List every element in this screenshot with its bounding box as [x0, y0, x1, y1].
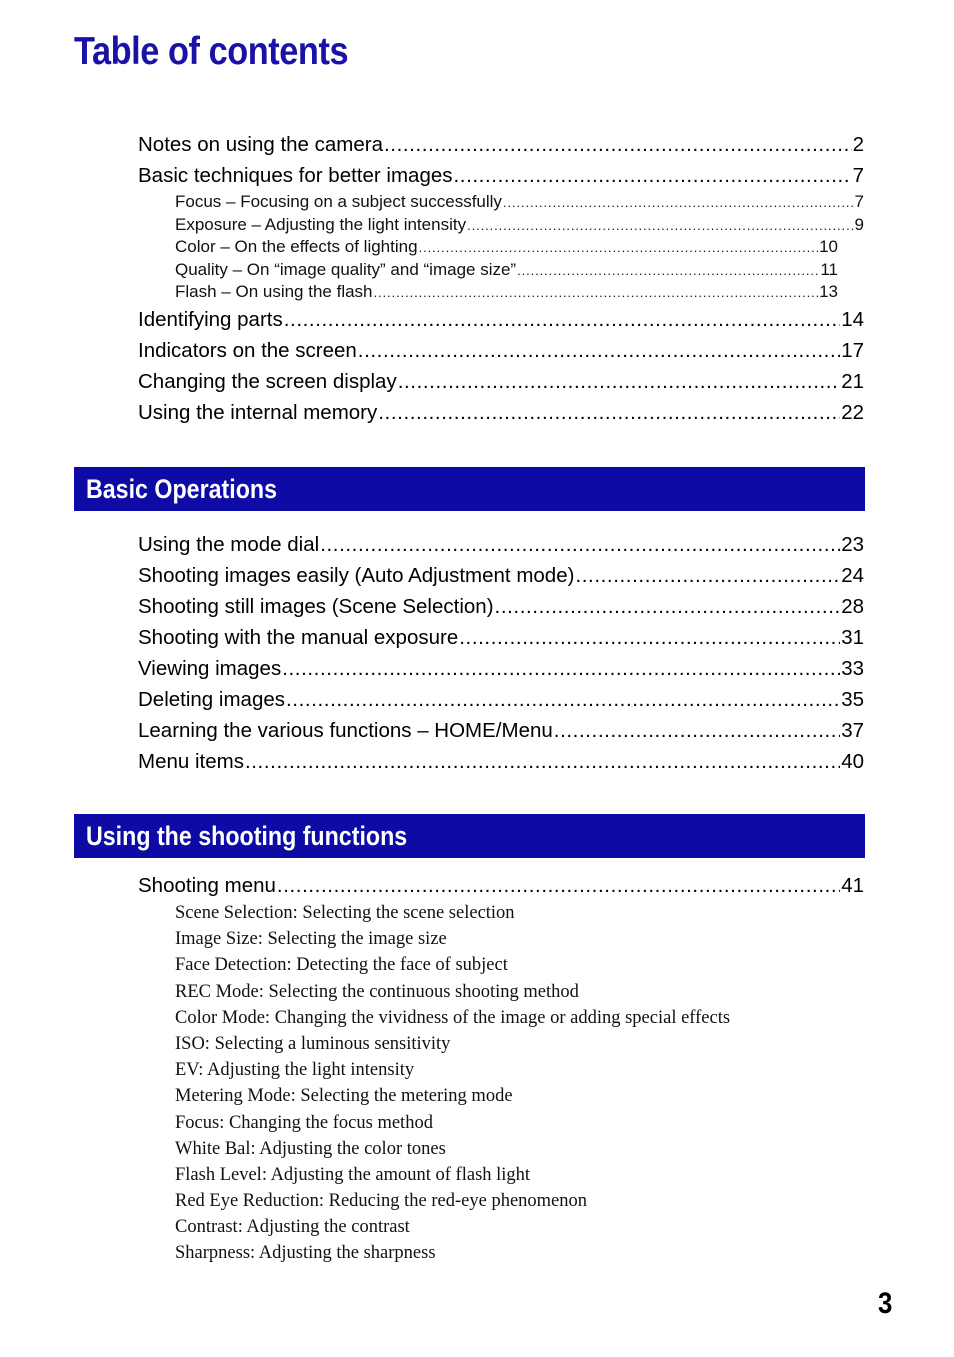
toc-entry[interactable]	[138, 529, 864, 560]
section-heading-bar	[74, 814, 865, 858]
toc-entry[interactable]	[138, 684, 864, 715]
toc-entry-page: 40	[841, 750, 864, 773]
leader-dots	[454, 160, 852, 191]
toc-subentry-page: 10	[819, 237, 838, 257]
toc-entry-page: 33	[841, 657, 864, 680]
toc-entry-title: Shooting still images (Scene Selection)	[138, 595, 494, 618]
toc-entry-page: 17	[841, 338, 864, 362]
list-item[interactable]: REC Mode: Selecting the continuous shooting method	[175, 981, 579, 1002]
toc-entry[interactable]	[138, 335, 864, 366]
toc-entry-title: Basic techniques for better images	[138, 164, 453, 187]
toc-entry[interactable]	[138, 304, 864, 335]
leader-dots	[320, 529, 840, 560]
leader-dots	[358, 335, 840, 366]
list-item[interactable]: EV: Adjusting the light intensity	[175, 1060, 415, 1081]
toc-entry[interactable]	[138, 715, 864, 746]
toc-entry-title: Shooting with the manual exposure	[138, 626, 459, 649]
leader-dots	[378, 397, 840, 428]
toc-entry[interactable]	[138, 746, 864, 777]
toc-entry-title: Shooting images easily (Auto Adjustment mode)	[138, 564, 575, 587]
list-item[interactable]: Focus: Changing the focus method	[175, 1112, 433, 1133]
toc-entry[interactable]	[138, 397, 864, 428]
leader-dots	[284, 304, 840, 335]
leader-dots	[554, 715, 840, 746]
toc-entry-title: Shooting menu	[138, 874, 276, 897]
list-item[interactable]: Flash Level: Adjusting the amount of flash light	[175, 1164, 531, 1185]
toc-subentry-title: Focus – Focusing on a subject successfully	[175, 192, 502, 211]
section-heading: Using the shooting functions	[86, 821, 408, 851]
leader-dots	[459, 622, 840, 653]
toc-entry-page: 21	[841, 369, 864, 393]
list-item[interactable]: Contrast: Adjusting the contrast	[175, 1217, 410, 1238]
toc-entry[interactable]	[138, 129, 864, 160]
section-heading-bar	[74, 467, 865, 511]
toc-intro	[138, 129, 864, 428]
toc-entry[interactable]	[138, 591, 864, 622]
toc-entry[interactable]	[138, 560, 864, 591]
leader-dots	[374, 281, 819, 304]
toc-shooting-functions	[138, 870, 864, 901]
toc-entry-page: 22	[841, 400, 864, 424]
toc-entry-page: 14	[841, 307, 864, 331]
leader-dots	[286, 684, 840, 715]
toc-subentry[interactable]	[175, 259, 838, 282]
toc-subentry-title: Exposure – Adjusting the light intensity	[175, 214, 467, 234]
toc-entry-title: Deleting images	[138, 688, 285, 711]
toc-subentry-page: 7	[854, 192, 864, 211]
toc-entry-page: 28	[841, 595, 864, 618]
toc-entry-title: Learning the various functions – HOME/Menu	[138, 719, 553, 742]
toc-basic-operations	[138, 529, 864, 777]
list-item[interactable]: Scene Selection: Selecting the scene selection	[175, 903, 515, 923]
toc-subentry-title: Quality – On “image quality” and “image size”	[175, 259, 517, 279]
toc-entry-title: Notes on using the camera	[138, 133, 383, 156]
leader-dots	[384, 129, 852, 160]
toc-entry-title: Identifying parts	[138, 307, 283, 331]
leader-dots	[419, 236, 819, 259]
toc-entry-page: 35	[841, 688, 864, 711]
toc-entry-title: Indicators on the screen	[138, 338, 357, 362]
page-title: Table of contents	[74, 30, 349, 73]
toc-entry[interactable]	[138, 160, 864, 191]
list-item[interactable]: Red Eye Reduction: Reducing the red-eye phenomenon	[175, 1191, 588, 1212]
toc-subentry-page: 9	[854, 214, 864, 234]
toc-subentry[interactable]	[175, 236, 838, 259]
toc-entry-title: Changing the screen display	[138, 369, 397, 393]
toc-subentry[interactable]	[175, 281, 838, 304]
list-item[interactable]: Image Size: Selecting the image size	[175, 929, 447, 950]
leader-dots	[282, 653, 840, 684]
page-number: 3	[878, 1287, 893, 1320]
leader-dots	[495, 591, 841, 622]
section-heading: Basic Operations	[86, 474, 277, 504]
list-item[interactable]: Color Mode: Changing the vividness of the image or adding special effects	[175, 1007, 731, 1028]
list-item[interactable]: Face Detection: Detecting the face of subject	[175, 955, 508, 976]
toc-entry[interactable]	[138, 366, 864, 397]
toc-entry-page: 41	[841, 874, 864, 897]
toc-entry-page: 7	[852, 164, 864, 187]
toc-subentry-page: 11	[820, 259, 838, 279]
toc-subentry-page: 13	[819, 282, 838, 302]
toc-entry-title: Using the mode dial	[138, 533, 320, 556]
leader-dots	[575, 560, 840, 591]
shooting-menu-items	[175, 900, 730, 1267]
toc-entry[interactable]	[138, 622, 864, 653]
leader-dots	[277, 870, 840, 901]
toc-entry-page: 31	[841, 626, 864, 649]
list-item[interactable]: ISO: Selecting a luminous sensitivity	[175, 1033, 451, 1054]
toc-subentry[interactable]	[175, 214, 864, 237]
toc-subentry-title: Flash – On using the flash	[175, 282, 373, 302]
list-item[interactable]: Metering Mode: Selecting the metering mode	[175, 1086, 513, 1107]
leader-dots	[503, 191, 854, 214]
list-item[interactable]: White Bal: Adjusting the color tones	[175, 1138, 446, 1159]
toc-entry-title: Viewing images	[138, 657, 282, 680]
leader-dots	[398, 366, 840, 397]
toc-entry-title: Menu items	[138, 750, 244, 773]
list-item[interactable]: Sharpness: Adjusting the sharpness	[175, 1243, 436, 1264]
leader-dots	[245, 746, 840, 777]
toc-entry-page: 37	[841, 719, 864, 742]
leader-dots	[467, 214, 853, 237]
toc-entry[interactable]	[138, 870, 864, 901]
toc-entry-page: 2	[852, 133, 864, 156]
toc-entry-page: 23	[841, 533, 864, 556]
toc-entry-title: Using the internal memory	[138, 400, 378, 424]
toc-subentry-title: Color – On the effects of lighting	[175, 237, 418, 257]
toc-subentry[interactable]	[175, 191, 864, 214]
toc-entry[interactable]	[138, 653, 864, 684]
leader-dots	[517, 259, 819, 282]
toc-entry-page: 24	[841, 564, 864, 587]
